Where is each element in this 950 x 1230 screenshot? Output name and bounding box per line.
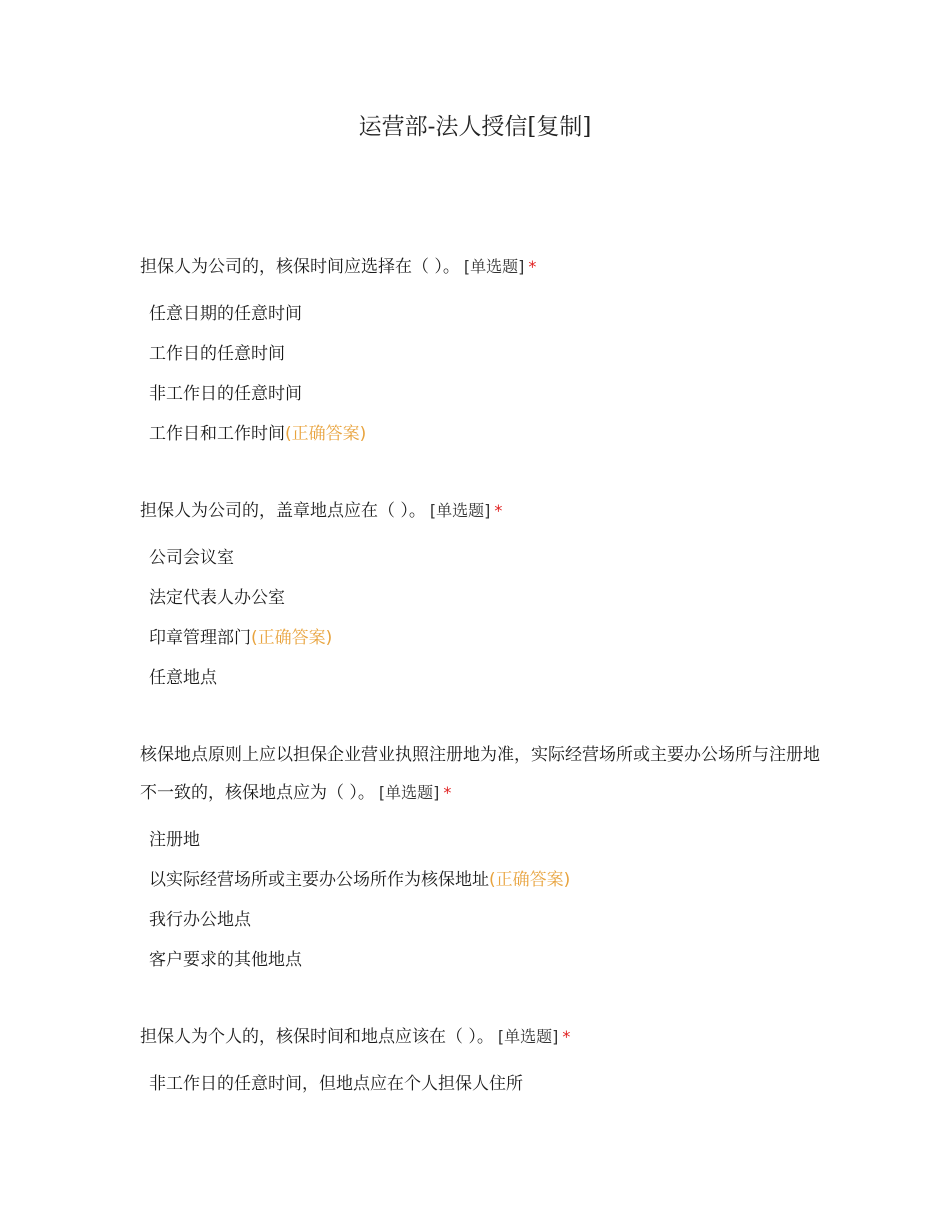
option-item — [140, 414, 830, 454]
option-item — [140, 1064, 830, 1104]
option-label: 客户要求的其他地点 — [149, 950, 302, 970]
question-text — [140, 1018, 830, 1056]
correct-answer-tag: (正确答案) — [251, 628, 333, 648]
question-type-label: [单选题] — [429, 501, 491, 520]
question-stem: 核保地点原则上应以担保企业营业执照注册地为准，实际经营场所或主要办公场所与注册地不一致的，核保地点应为（ ）。 — [140, 745, 820, 803]
option-label: 法定代表人办公室 — [149, 588, 285, 608]
option-item — [140, 538, 830, 578]
option-label: 非工作日的任意时间 — [149, 384, 302, 404]
question-type-label: [单选题] — [378, 783, 440, 802]
option-item — [140, 334, 830, 374]
option-item — [140, 658, 830, 698]
required-marker: * — [443, 783, 452, 802]
option-label: 非工作日的任意时间，但地点应在个人担保人住所 — [149, 1074, 523, 1094]
option-label: 任意日期的任意时间 — [149, 304, 302, 324]
option-item — [140, 900, 830, 940]
option-label: 任意地点 — [149, 668, 217, 688]
option-label: 公司会议室 — [149, 548, 234, 568]
option-list — [140, 294, 830, 454]
question-type-label: [单选题] — [497, 1027, 559, 1046]
question-1 — [140, 248, 830, 454]
option-label: 以实际经营场所或主要办公场所作为核保地址 — [149, 870, 489, 890]
option-item — [140, 294, 830, 334]
option-item — [140, 820, 830, 860]
correct-answer-tag: (正确答案) — [489, 870, 571, 890]
option-list — [140, 538, 830, 698]
question-stem: 担保人为公司的，盖章地点应在（ ）。 — [140, 501, 426, 521]
question-4 — [140, 1018, 830, 1104]
option-list — [140, 1064, 830, 1104]
question-stem: 担保人为个人的，核保时间和地点应该在（ ）。 — [140, 1027, 494, 1047]
option-item — [140, 618, 830, 658]
question-type-label: [单选题] — [463, 257, 525, 276]
option-item — [140, 940, 830, 980]
option-label: 注册地 — [149, 830, 200, 850]
question-text — [140, 736, 830, 812]
option-item — [140, 860, 830, 900]
option-item — [140, 374, 830, 414]
option-label: 我行办公地点 — [149, 910, 251, 930]
required-marker: * — [562, 1027, 571, 1046]
option-item — [140, 578, 830, 618]
page-title: 运营部-法人授信[复制] — [358, 114, 592, 140]
option-label: 工作日的任意时间 — [149, 344, 285, 364]
question-text — [140, 248, 830, 286]
question-text — [140, 492, 830, 530]
question-stem: 担保人为公司的，核保时间应选择在（ ）。 — [140, 257, 460, 277]
required-marker: * — [494, 501, 503, 520]
option-label: 工作日和工作时间 — [149, 424, 285, 444]
question-list — [140, 248, 830, 1142]
correct-answer-tag: (正确答案) — [285, 424, 367, 444]
required-marker: * — [528, 257, 537, 276]
question-3 — [140, 736, 830, 980]
question-2 — [140, 492, 830, 698]
option-label: 印章管理部门 — [149, 628, 251, 648]
option-list — [140, 820, 830, 980]
